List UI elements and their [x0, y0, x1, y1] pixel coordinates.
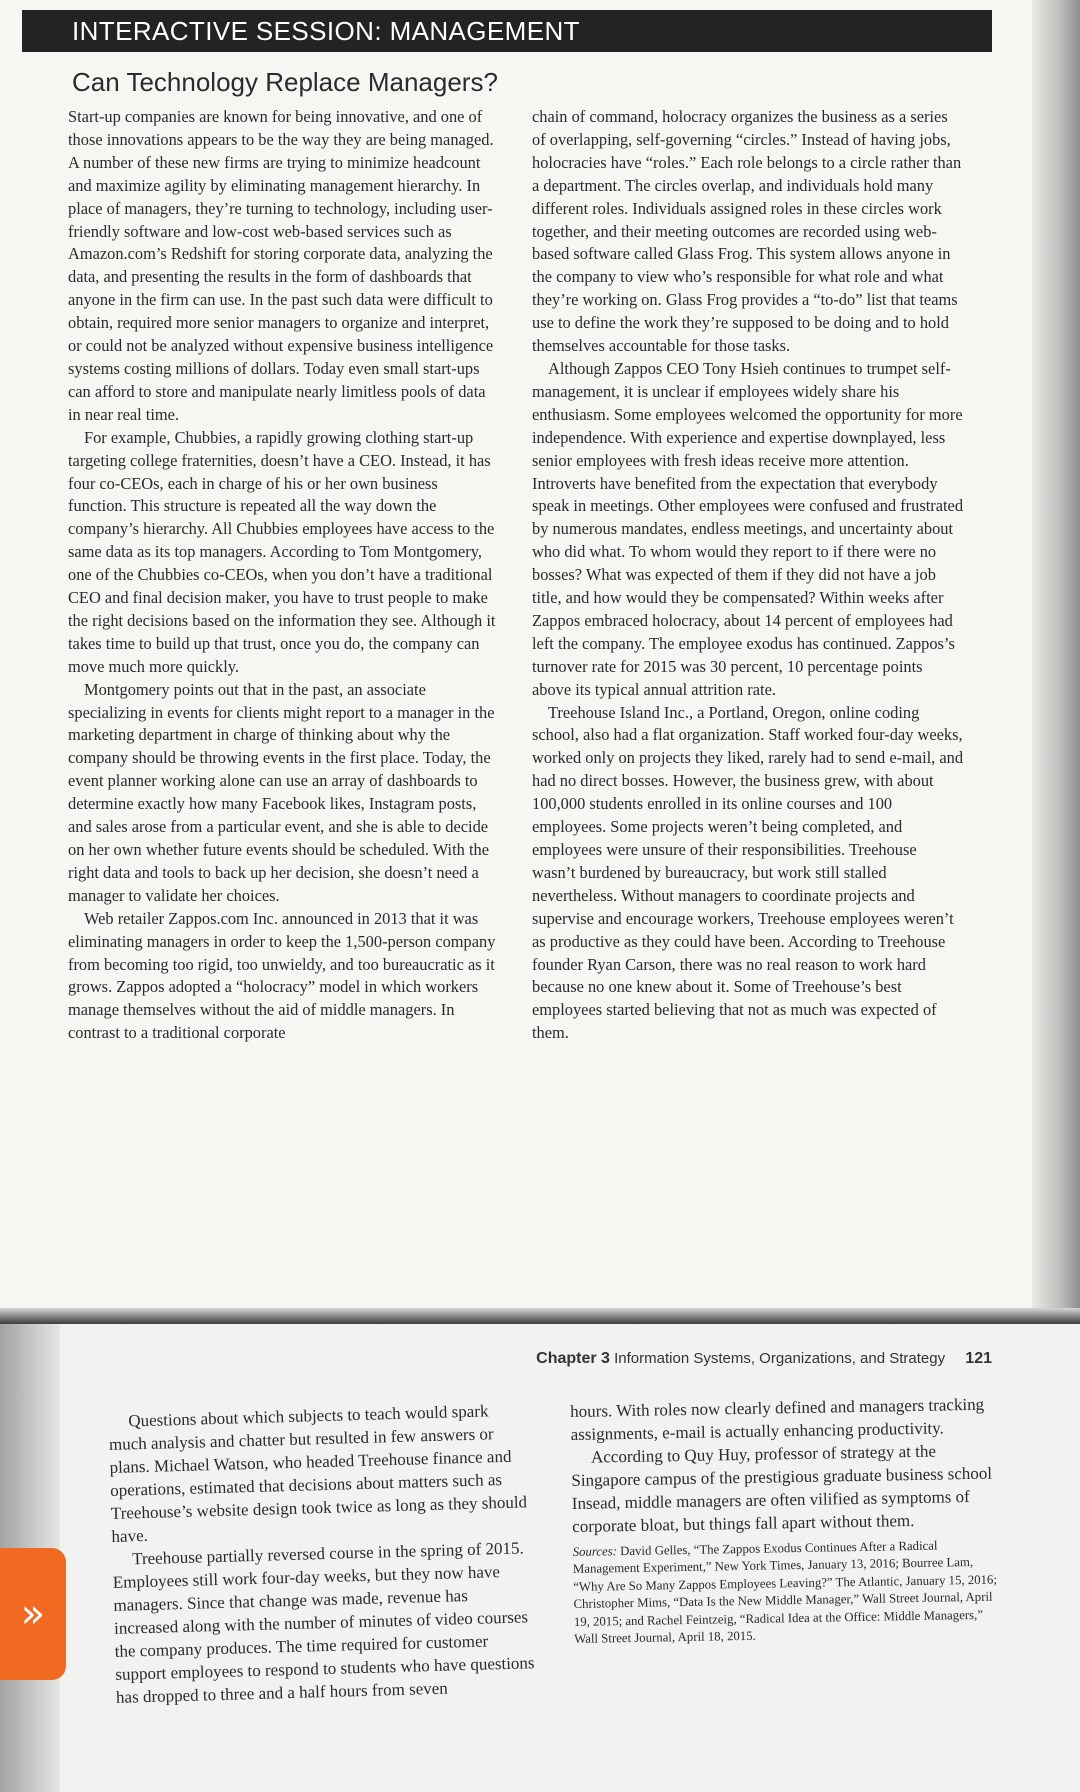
- bottom-right-column: [570, 1392, 1004, 1648]
- chapter-title: Information Systems, Organizations, and Strategy: [614, 1350, 946, 1367]
- paragraph: Start-up companies are known for being innovative, and one of those innovations appears to be the way they are being managed. A number of these new firms are trying to minimize headcount and maximize agility by eliminating management hierarchy. In place of managers, they’re turning to technology, including user-friendly software and low-cost web-based services such as Amazon.com’s Redshift for storing corporate data, analyzing the data, and presenting the results in the form of dashboards that anyone in the firm can use. In the past such data were difficult to obtain, required more senior managers to organize and interpret, or could not be analyzed without expensive business intelligence systems costing millions of dollars. Today even small start-ups can afford to store and manipulate nearly limitless pools of data in near real time.: [68, 107, 494, 424]
- page-number: 121: [965, 1350, 992, 1367]
- paragraph: Montgomery points out that in the past, an associate specializing in events for clients might report to a manager in the marketing department in charge of thinking about why the company should be throwing events in the first place. Today, the event planner working alone can use an array of dashboards to determine exactly how many Facebook likes, Instagram posts, and sales arose from a particular event, and she is able to decide on her own whether future events should be scheduled. With the right data and tools to back up her decision, she doesn’t need a manager to validate her choices.: [68, 679, 495, 905]
- sources-text: David Gelles, “The Zappos Exodus Continues After a Radical Management Experiment,” New York Times, January 13, 2016; Bourree Lam, “Why Are So Many Zappos Employees Leaving?” The Atlantic, January 15, 2016; Christopher Mims, “Data Is the New Middle Manager,” Wall Street Journal, April 19, 2015; and Rachel Feintzeig, “Radical Idea at the Office: Middle Managers,” Wall Street Journal, April 18, 2015.: [572, 1538, 998, 1646]
- paragraph: Treehouse partially reversed course in the spring of 2015. Employees still work four-day weeks, but they now have managers. Since that change was made, revenue has increased along with the number of minutes of video courses the company produces. The time required for customer support employees to respond to students who have questions has dropped to three and a half hours from seven: [112, 1538, 535, 1707]
- bottom-left-column: [108, 1398, 536, 1709]
- sources-label: Sources:: [572, 1544, 618, 1559]
- right-column: [532, 106, 964, 1045]
- running-head: [536, 1350, 992, 1368]
- paragraph: Web retailer Zappos.com Inc. announced in 2013 that it was eliminating managers in order to keep the 1,500-person company from becoming too rigid, too unwieldy, and too bureaucratic as it grows. Zappos adopted a “holocracy” model in which workers manage themselves without the aid of middle managers. In contrast to a traditional corporate: [68, 908, 496, 1043]
- paragraph: Questions about which subjects to teach would spark much analysis and chatter but resulted in few answers or plans. Michael Watson, who headed Treehouse finance and operations, estimated that decisions about matters such as Treehouse’s website design took twice as long as they should have.: [108, 1401, 528, 1546]
- paragraph: For example, Chubbies, a rapidly growing clothing start-up targeting college fraternities, doesn’t have a CEO. Instead, it has four co-CEOs, each in charge of his or her own business function. This structure is repeated all the way down the company’s hierarchy. All Chubbies employees have access to the same data as its top managers. According to Tom Montgomery, one of the Chubbies co-CEOs, when you don’t have a traditional CEO and final decision maker, you have to trust people to make the right decisions based on the information they see. Although it takes time to build up that trust, once you do, the company can move much more quickly.: [68, 427, 496, 676]
- sources-note: [573, 1536, 1005, 1648]
- double-chevron-right-icon: »: [20, 1591, 46, 1637]
- paragraph: Treehouse Island Inc., a Portland, Oregon, online coding school, also had a flat organization. Staff worked four-day weeks, worked only on projects they liked, rarely had to send e-mail, and had no direct bosses. However, the business grew, with about 100,000 students enrolled in its online courses and 100 employees. Some projects weren’t being completed, and employees were unsure of their responsibilities. Treehouse wasn’t burdened by bureaucracy, but work still stalled nevertheless. Without managers to coordinate projects and supervise and encourage workers, Treehouse employees weren’t as productive as they could have been. According to Treehouse founder Ryan Carson, there was no real reason to work hard because no one knew about it. Some of Treehouse’s best employees started believing that not as much was expected of them.: [532, 702, 964, 1043]
- paragraph: hours. With roles now clearly defined and managers tracking assignments, e-mail is actually enhancing productivity.: [570, 1394, 985, 1444]
- article-title: Can Technology Replace Managers?: [72, 67, 498, 97]
- next-page-tab[interactable]: [0, 1548, 66, 1680]
- page-gap: [0, 1308, 1080, 1324]
- paragraph: Although Zappos CEO Tony Hsieh continues to trumpet self-management, it is unclear if employees widely share his enthusiasm. Some employees welcomed the opportunity for more independence. With experience and expertise downplayed, less senior employees with fresh ideas receive more attention. Introverts have benefited from the expectation that everybody speak in meetings. Other employees were confused and frustrated by numerous mandates, endless meetings, and uncertainty about who did what. To whom would they report to if there were no bosses? What was expected of them if they did not have a job title, and how would they be compensated? Within weeks after Zappos embraced holocracy, about 14 percent of employees had left the company. The employee exodus has continued. Zappos’s turnover rate for 2015 was 30 percent, 10 percentage points above its typical annual attrition rate.: [532, 358, 964, 699]
- chapter-label: Chapter 3: [536, 1350, 610, 1367]
- paragraph: According to Quy Huy, professor of strategy at the Singapore campus of the prestigious graduate business school Insead, middle managers are often vilified as symptoms of corporate bloat, but things fall apart without them.: [571, 1441, 993, 1536]
- page-edge-shadow: [1032, 0, 1080, 1308]
- left-column: [68, 106, 498, 1045]
- session-banner: INTERACTIVE SESSION: MANAGEMENT: [22, 10, 992, 52]
- paragraph: chain of command, holocracy organizes the business as a series of overlapping, self-governing “circles.” Instead of having jobs, holocracies have “roles.” Each role belongs to a circle rather than a department. The circles overlap, and individuals hold many different roles. Individuals assigned roles in these circles work together, and their meeting outcomes are recorded using web-based software called Glass Frog. This system allows anyone in the company to view who’s responsible for what role and what they’re working on. Glass Frog provides a “to-do” list that teams use to define the work they’re supposed to be doing and to hold themselves accountable for those tasks.: [532, 107, 962, 356]
